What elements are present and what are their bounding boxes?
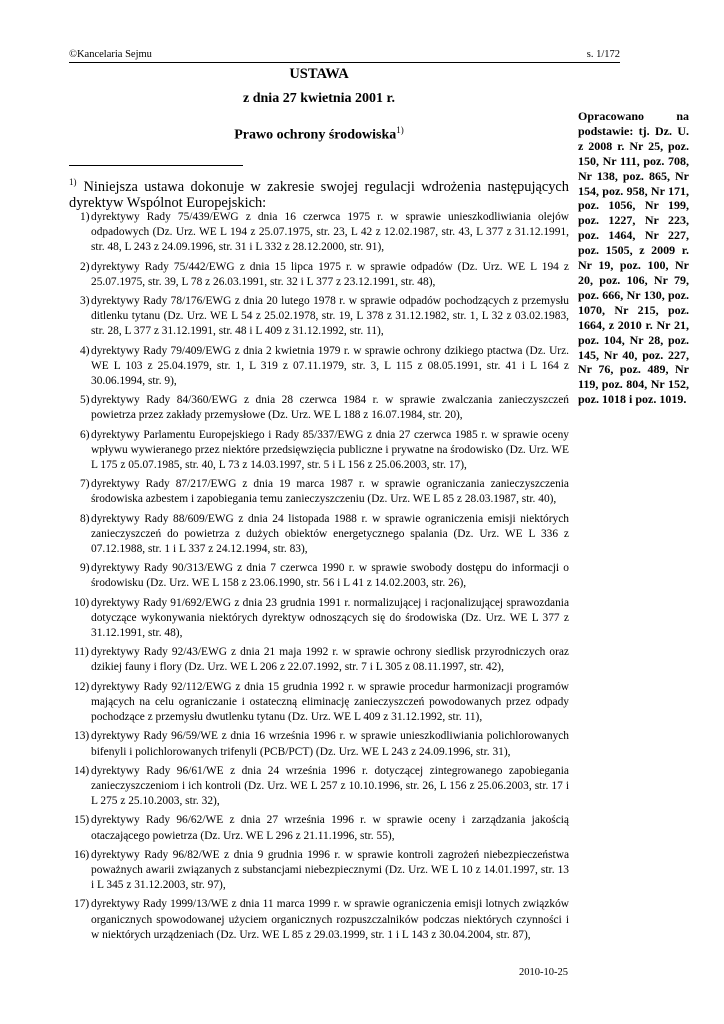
directive-item bbox=[69, 764, 569, 810]
directive-text: dyrektywy Rady 96/59/WE z dnia 16 września 1996 r. w sprawie unieszkodliwiania polichlorowanych bifenyli i polichlorowanych trifenyli (PCB/PCT) (Dz. Urz. WE L 243 z 24.09.1996, str. 31), bbox=[91, 730, 569, 758]
act-date-heading: z dnia 27 kwietnia 2001 r. bbox=[243, 91, 395, 106]
directive-text: dyrektywy Rady 90/313/EWG z dnia 7 czerwca 1990 r. w sprawie swobody dostępu do informacji o środowisku (Dz. Urz. WE L 158 z 23.06.1990, str. 56 i L 41 z 14.02.2003, str. 26), bbox=[91, 562, 569, 590]
directive-item bbox=[69, 260, 569, 290]
directive-text: dyrektywy Rady 92/43/EWG z dnia 21 maja 1992 r. w sprawie ochrony siedlisk przyrodniczych oraz dzikiej fauny i flory (Dz. Urz. WE L 206 z 22.07.1992, str. 7 i L 305 z 08.11.1997, str. 42), bbox=[91, 646, 569, 674]
directive-number: 16) bbox=[74, 848, 90, 861]
directive-item bbox=[69, 210, 569, 256]
directive-text: dyrektywy Rady 75/439/EWG z dnia 16 czerwca 1975 r. w sprawie unieszkodliwiania olejów odpadowych (Dz. Urz. WE L 194 z 25.07.1975, str. 23, L 42 z 12.02.1987, str. 43, L 377 z 31.12.1991, str. 48, L 243 z 24.09.1996, str. 31 i L 332 z 28.12.2000, str. 91), bbox=[91, 211, 569, 254]
directive-item bbox=[69, 477, 569, 507]
directive-text: dyrektywy Rady 91/692/EWG z dnia 23 grudnia 1991 r. normalizującej i racjonalizującej sprawozdania dotyczące wykonywania niektórych dyrektyw odnoszących się do środowiska (Dz. Urz. WE L 377 z 31.12.1991, str. 48), bbox=[91, 596, 569, 640]
directive-item bbox=[69, 680, 569, 726]
directive-item bbox=[69, 897, 569, 943]
directive-text: dyrektywy Rady 96/62/WE z dnia 27 września 1996 r. w sprawie oceny i zarządzania jakością otaczającego powietrza (Dz. Urz. WE L 296 z 21.11.1996, str. 55), bbox=[91, 814, 569, 842]
directive-number: 15) bbox=[74, 814, 90, 827]
directive-text: dyrektywy Rady 87/217/EWG z dnia 19 marca 1987 r. w sprawie ograniczania zanieczyszczenia środowiska azbestem i zapobiegania temu zanieczyszczeniu (Dz. Urz. WE L 85 z 28.03.1987, str. 40), bbox=[91, 478, 569, 506]
directive-number: 1) bbox=[80, 211, 90, 223]
directive-number: 8) bbox=[80, 512, 90, 525]
act-type-heading: USTAWA bbox=[289, 66, 349, 82]
directive-item bbox=[69, 393, 569, 423]
directive-number: 17) bbox=[74, 898, 90, 911]
directive-number: 3) bbox=[80, 295, 90, 308]
directive-item bbox=[69, 813, 569, 843]
directive-number: 10) bbox=[74, 596, 90, 609]
directive-text: dyrektywy Rady 75/442/EWG z dnia 15 lipca 1975 r. w sprawie odpadów (Dz. Urz. WE L 194 z 25.07.1975, str. 39, L 78 z 26.03.1991, str. 32 i L 377 z 23.12.1991, str. 48), bbox=[91, 260, 569, 288]
directive-item bbox=[69, 512, 569, 558]
directive-number: 14) bbox=[74, 764, 90, 777]
directive-item bbox=[69, 848, 569, 894]
footnote-separator bbox=[69, 165, 243, 166]
directive-item bbox=[69, 428, 569, 474]
directive-number: 11) bbox=[74, 646, 89, 659]
directive-item bbox=[69, 294, 569, 340]
directive-list bbox=[69, 210, 569, 947]
header-source: ©Kancelaria Sejmu bbox=[69, 49, 152, 60]
directive-text: dyrektywy Rady 88/609/EWG z dnia 24 listopada 1988 r. w sprawie ograniczenia emisji niektórych zanieczyszczeń do powietrza z dużych obiektów energetycznego spalania (Dz. Urz. WE L 336 z 07.12.1988, str. 1 i L 337 z 24.12.1994, str. 83), bbox=[91, 512, 569, 556]
directive-text: dyrektywy Rady 84/360/EWG z dnia 28 czerwca 1984 r. w sprawie zwalczania zanieczyszczeń powietrza przez zakłady przemysłowe (Dz. Urz. WE L 188 z 16.07.1984, str. 20), bbox=[91, 394, 569, 422]
directive-item bbox=[69, 596, 569, 642]
directive-text: dyrektywy Parlamentu Europejskiego i Rady 85/337/EWG z dnia 27 czerwca 1985 r. w sprawie oceny wpływu wywieranego przez niektóre przedsięwzięcia publiczne i prywatne na środowisko (Dz. Urz. WE L 175 z 05.07.1985, str. 40, L 73 z 14.03.1997, str. 5 i L 156 z 25.06.2003, str. 17), bbox=[91, 428, 569, 472]
directive-item bbox=[69, 729, 569, 759]
directive-text: dyrektywy Rady 79/409/EWG z dnia 2 kwietnia 1979 r. w sprawie ochrony dzikiego ptactwa (Dz. Urz. WE L 103 z 25.04.1979, str. 1, L 319 z 07.11.1979, str. 3, L 115 z 08.05.1991, str. 41 i L 164 z 30.06.1994, str. 9), bbox=[91, 344, 569, 388]
act-name: Prawo ochrony środowiska bbox=[234, 127, 397, 143]
directive-item bbox=[69, 561, 569, 591]
directive-number: 5) bbox=[80, 394, 90, 407]
page-number: s. 1/172 bbox=[586, 49, 620, 60]
directive-item bbox=[69, 645, 569, 675]
directive-text: dyrektywy Rady 78/176/EWG z dnia 20 lutego 1978 r. w sprawie odpadów pochodzących z przemysłu ditlenku tytanu (Dz. Urz. WE L 54 z 25.02.1978, str. 19, L 378 z 31.12.1982, str. 1, L 32 z 03.02.1983, str. 28, L 377 z 31.12.1991, str. 48 i L 409 z 31.12.1992, str. 11), bbox=[91, 295, 569, 338]
directive-number: 7) bbox=[80, 478, 90, 491]
directive-text: dyrektywy Rady 92/112/EWG z dnia 15 grudnia 1992 r. w sprawie procedur harmonizacji programów mających na celu ograniczanie i ostateczną eliminację zanieczyszczeń powodowanych przez odpady pochodzące z przemysłu dwutlenku tytanu (Dz. Urz. WE L 409 z 31.12.1992, str. 11), bbox=[91, 680, 569, 724]
directive-number: 4) bbox=[80, 344, 90, 357]
directive-text: dyrektywy Rady 96/61/WE z dnia 24 września 1996 r. dotyczącej zintegrowanego zapobiegania zanieczyszczeniom i ich kontroli (Dz. Urz. WE L 257 z 10.10.1996, str. 26, L 156 z 25.06.2003, str. 17 i L 275 z 25.10.2003, str. 32), bbox=[91, 764, 569, 808]
footnote-intro bbox=[69, 174, 569, 211]
footnote-mark: 1) bbox=[69, 177, 77, 187]
footnote-intro-text: Niniejsza ustawa dokonuje w zakresie swojej regulacji wdrożenia następujących dyrektyw Wspólnot Europejskich: bbox=[69, 178, 569, 211]
directive-number: 6) bbox=[80, 428, 90, 441]
footnote-reference: 1) bbox=[396, 125, 404, 135]
directive-item bbox=[69, 344, 569, 390]
act-name-heading bbox=[69, 125, 569, 144]
directive-text: dyrektywy Rady 96/82/WE z dnia 9 grudnia 1996 r. w sprawie kontroli zagrożeń niebezpieczeństwa poważnych awarii związanych z substancjami niebezpiecznymi (Dz. Urz. WE L 10 z 14.01.1997, str. 13 i L 345 z 31.12.2003, str. 97), bbox=[91, 848, 569, 892]
directive-number: 12) bbox=[74, 680, 90, 693]
source-note: Opracowano na podstawie: tj. Dz. U. z 2008 r. Nr 25, poz. 150, Nr 111, poz. 708, Nr 138, poz. 865, Nr 154, poz. 958, Nr 171, poz. 1056, Nr 199, poz. 1227, Nr 223, poz. 1464, Nr 227, poz. 1505, z 2009 r. Nr 19, poz. 100, Nr 20, poz. 106, Nr 79, poz. 666, Nr 130, poz. 1070, Nr 215, poz. 1664, z 2010 r. Nr 21, poz. 104, Nr 28, poz. 145, Nr 40, poz. 227, Nr 76, poz. 489, Nr 119, poz. 804, Nr 152, poz. 1018 i poz. 1019. bbox=[578, 109, 689, 407]
directive-number: 9) bbox=[80, 562, 90, 575]
directive-text: dyrektywy Rady 1999/13/WE z dnia 11 marca 1999 r. w sprawie ograniczenia emisji lotnych związków organicznych spowodowanej użyciem organicznych rozpuszczalników podczas niektórych czynności i w niektórych urządzeniach (Dz. Urz. WE L 85 z 29.03.1999, str. 1 i L 143 z 30.04.2004, str. 87), bbox=[91, 898, 569, 941]
directive-number: 2) bbox=[80, 260, 90, 273]
directive-number: 13) bbox=[74, 730, 90, 743]
header-rule bbox=[69, 62, 620, 63]
footer-date: 2010-10-25 bbox=[519, 967, 568, 978]
